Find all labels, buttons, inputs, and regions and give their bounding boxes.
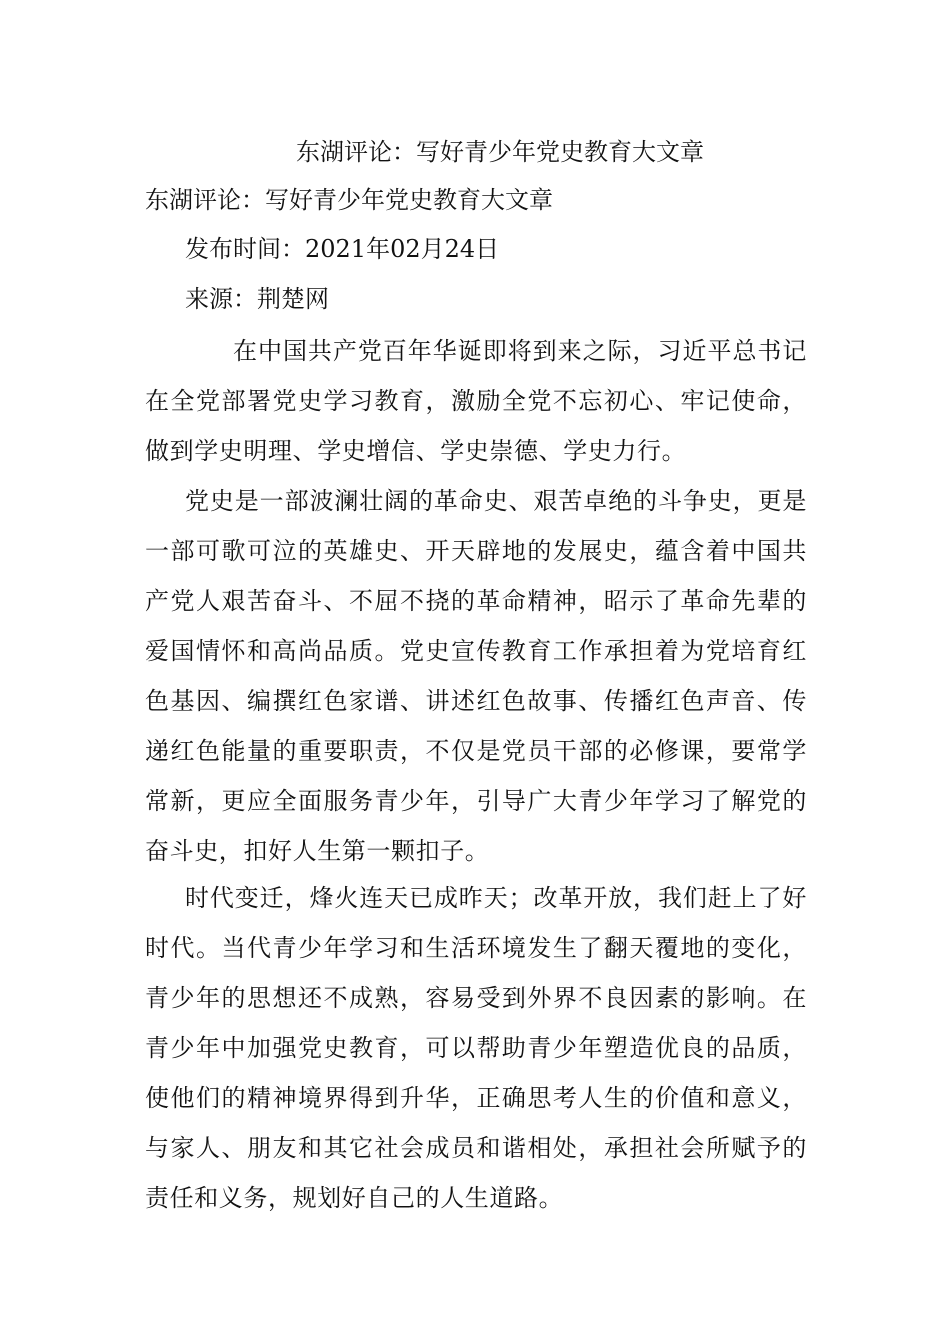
paragraph-3: 时代变迁，烽火连天已成昨天；改革开放，我们赶上了好时代。当代青少年学习和生活环境发生了翻天覆地的变化，青少年的思想还不成熟，容易受到外界不良因素的影响。在青少年中加强党史教育，可以帮助青少年塑造优良的品质，使他们的精神境界得到升华，正确思考人生的价值和意义，与家人、朋友和其它社会成员和谐相处，承担社会所赋予的责任和义务，规划好自己的人生道路。 [145, 884, 807, 1212]
paragraph-1: 在中国共产党百年华诞即将到来之际，习近平总书记在全党部署党史学习教育，激励全党不忘初心、牢记使命，做到学史明理、学史增信、学史崇德、学史力行。 [145, 337, 807, 465]
publish-time: 发布时间：2021年02月24日 [185, 235, 500, 263]
source-line: 来源：荆楚网 [185, 285, 329, 313]
document-title: 东湖评论：写好青少年党史教育大文章 [296, 138, 704, 166]
paragraph-2: 党史是一部波澜壮阔的革命史、艰苦卓绝的斗争史，更是一部可歌可泣的英雄史、开天辟地的发展史，蕴含着中国共产党人艰苦奋斗、不屈不挠的革命精神，昭示了革命先辈的爱国情怀和高尚品质。党史宣传教育工作承担着为党培育红色基因、编撰红色家谱、讲述红色故事、传播红色声音、传递红色能量的重要职责，不仅是党员干部的必修课，要常学常新，更应全面服务青少年，引导广大青少年学习了解党的奋斗史，扣好人生第一颗扣子。 [145, 487, 807, 865]
document-subtitle: 东湖评论：写好青少年党史教育大文章 [145, 186, 553, 214]
